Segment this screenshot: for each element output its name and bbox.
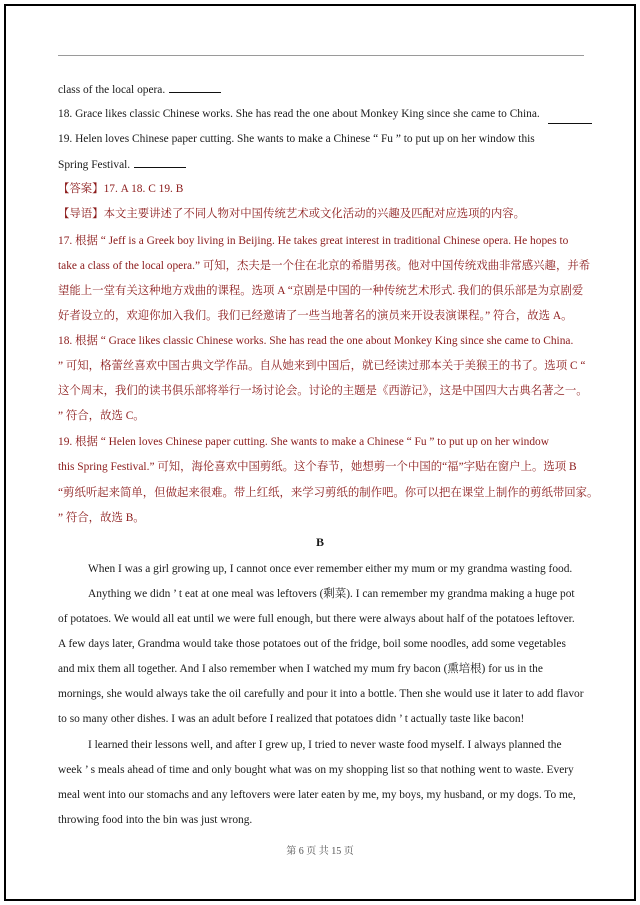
question-18: 18. Grace likes classic Chinese works. She has read the one about Monkey King since she came to China. (58, 108, 540, 120)
explanation-line: ” 可知，格蕾丝喜欢中国古典文学作品。自从她来到中国后，就已经读过那本关于美猴王的书了。选项 C “ (58, 360, 586, 372)
paragraph-line: week ’ s meals ahead of time and only bought what was on my shopping list so that nothing went to waste. Every (58, 764, 574, 776)
answer-blank (134, 156, 186, 168)
paragraph-line: meal went into our stomachs and any leftovers were later eaten by me, my boys, my husband, or my dogs. To me, (58, 789, 576, 801)
answer-blank (548, 122, 592, 124)
paragraph-line: to so many other dishes. I was an adult before I realized that potatoes didn ’ t actually taste like bacon! (58, 713, 525, 725)
paragraph-line: Anything we didn ’ t eat at one meal was leftovers (剩菜). I can remember my grandma making a huge pot (88, 588, 575, 600)
explanation-line: 17. 根据 “ Jeff is a Greek boy living in Beijing. He takes great interest in traditional Chinese opera. He hopes to (58, 235, 569, 247)
paragraph-line: throwing food into the bin was just wrong. (58, 814, 253, 826)
explanation-line: ” 符合，故选 C。 (58, 410, 145, 422)
section-heading: B (315, 535, 324, 549)
paragraph-line: of potatoes. We would all eat until we were full enough, but there were always about half of the potatoes leftover. (58, 613, 575, 625)
paragraph-line: and mix them all together. And I also remember when I watched my mum fry bacon (熏培根) for us in the (58, 663, 543, 675)
paragraph-line: I learned their lessons well, and after I grew up, I tried to never waste food myself. I always planned the (88, 739, 562, 751)
paragraph-line: When I was a girl growing up, I cannot once ever remember either my mum or my grandma wasting food. (88, 563, 573, 575)
header-rule (58, 55, 584, 56)
explanation-line: 19. 根据 “ Helen loves Chinese paper cutting. She wants to make a Chinese “ Fu ” to put up on her window (58, 436, 549, 448)
answer-blank (169, 81, 221, 93)
explanation-line: take a class of the local opera.” 可知，杰夫是一个住在北京的希腊男孩。他对中国传统戏曲非常感兴趣，并希 (58, 260, 591, 272)
paragraph-line: mornings, she would always take the oil carefully and pour it into a bottle. Then she would use it later to add flavor (58, 688, 584, 700)
explanation-line: “剪纸听起来简单，但做起来很难。带上红纸，来学习剪纸的制作吧。你可以把在课堂上制作的剪纸带回家。 (58, 487, 599, 499)
guide-line: 【导语】本文主要讲述了不同人物对中国传统艺术或文化活动的兴趣及匹配对应选项的内容。 (58, 208, 526, 220)
explanation-line: 望能上一堂有关这种地方戏曲的课程。选项 A “京剧是中国的一种传统艺术形式. 我们的俱乐部是为京剧爱 (58, 285, 584, 297)
explanation-line: 这个周末，我们的读书俱乐部将举行一场讨论会。讨论的主题是《西游记》，这是中国四大古典名著之一。 (58, 385, 588, 397)
question-19: 19. Helen loves Chinese paper cutting. She wants to make a Chinese “ Fu ” to put up on her window this (58, 133, 535, 145)
explanation-line: ” 符合，故选 B。 (58, 512, 145, 524)
answer-line: 【答案】17. A 18. C 19. B (58, 183, 184, 195)
question-line: class of the local opera. (58, 81, 588, 98)
explanation-line: 好者设立的，欢迎你加入我们。我们已经邀请了一些当地著名的演员来开设表演课程。” 符合，故选 A。 (58, 310, 573, 322)
explanation-line: this Spring Festival.” 可知，海伦喜欢中国剪纸。这个春节，她想剪一个中国的“福”字贴在窗户上。选项 B (58, 461, 577, 473)
paragraph-line: A few days later, Grandma would take those potatoes out of the fridge, boil some noodles, add some vegetables (58, 638, 566, 650)
question-19-cont: Spring Festival. (58, 156, 588, 173)
explanation-line: 18. 根据 “ Grace likes classic Chinese works. She has read the one about Monkey King since she came to China. (58, 335, 574, 347)
page-number: 第 6 页 共 15 页 (286, 846, 354, 857)
